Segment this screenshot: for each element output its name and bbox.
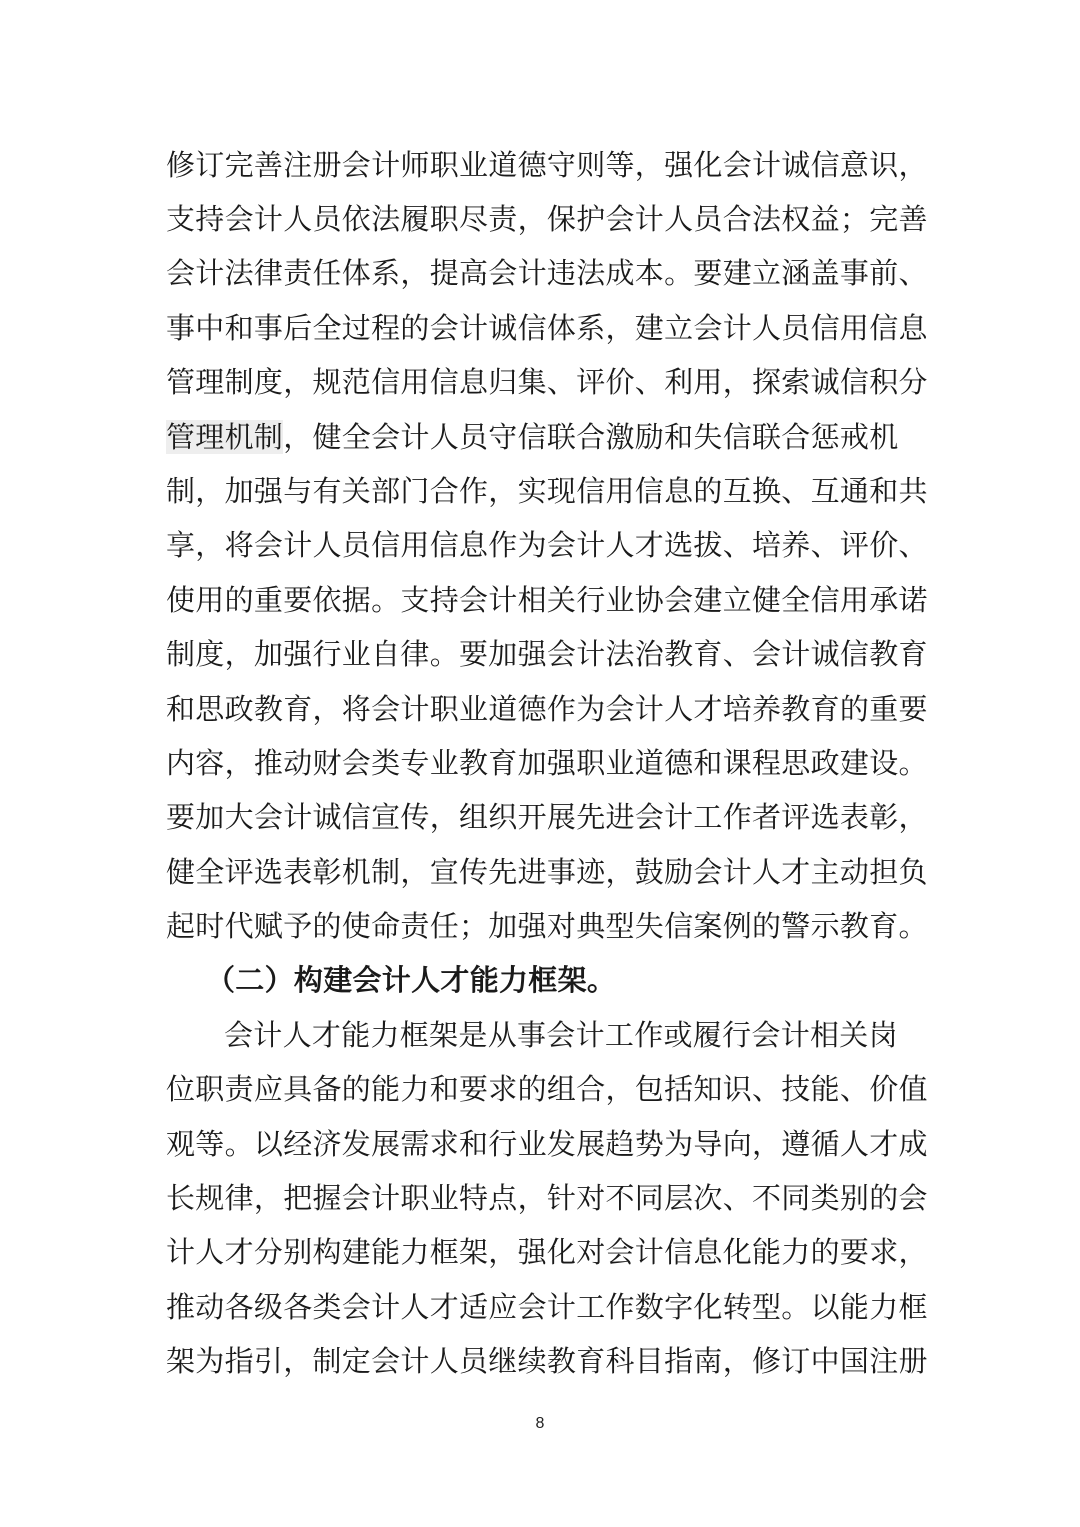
text-line: 事中和事后全过程的会计诚信体系，建立会计人员信用信息: [166, 311, 928, 345]
page-number: 8: [535, 1415, 545, 1432]
text-line: 长规律，把握会计职业特点，针对不同层次、不同类别的会: [166, 1181, 928, 1215]
section-heading: （二）构建会计人才能力框架。: [206, 963, 617, 997]
text-line: 计人才分别构建能力框架，强化对会计信息化能力的要求，: [166, 1235, 928, 1269]
text-line: 享，将会计人员信用信息作为会计人才选拔、培养、评价、: [166, 528, 928, 562]
text-line: 观等。以经济发展需求和行业发展趋势为导向，遵循人才成: [166, 1127, 928, 1161]
text-line: 制，加强与有关部门合作，实现信用信息的互换、互通和共: [166, 474, 928, 508]
text-line: 会计人才能力框架是从事会计工作或履行会计相关岗: [224, 1018, 898, 1052]
text-line: 管理制度，规范信用信息归集、评价、利用，探索诚信积分: [166, 365, 928, 399]
text-line: 修订完善注册会计师职业道德守则等，强化会计诚信意识，: [166, 148, 928, 182]
text-line: 要加大会计诚信宣传，组织开展先进会计工作者评选表彰，: [166, 800, 928, 834]
text-line: 健全评选表彰机制，宣传先进事迹，鼓励会计人才主动担负: [166, 855, 928, 889]
text-line-rest: ，健全会计人员守信联合激励和失信联合惩戒机: [283, 420, 899, 454]
text-line: 和思政教育，将会计职业道德作为会计人才培养教育的重要: [166, 692, 928, 726]
highlighted-phrase: 管理机制: [166, 420, 284, 454]
text-line: 推动各级各类会计人才适应会计工作数字化转型。以能力框: [166, 1290, 928, 1324]
text-line: [166, 417, 926, 457]
text-line: 起时代赋予的使命责任；加强对典型失信案例的警示教育。: [166, 909, 928, 943]
text-line: 制度，加强行业自律。要加强会计法治教育、会计诚信教育: [166, 637, 928, 671]
text-line: 位职责应具备的能力和要求的组合，包括知识、技能、价值: [166, 1072, 928, 1106]
text-line: 支持会计人员依法履职尽责，保护会计人员合法权益；完善: [166, 202, 928, 236]
text-line: 使用的重要依据。支持会计相关行业协会建立健全信用承诺: [166, 583, 928, 617]
text-line: 会计法律责任体系，提高会计违法成本。要建立涵盖事前、: [166, 256, 928, 290]
text-line: 内容，推动财会类专业教育加强职业道德和课程思政建设。: [166, 746, 928, 780]
text-line: 架为指引，制定会计人员继续教育科目指南，修订中国注册: [166, 1344, 928, 1378]
